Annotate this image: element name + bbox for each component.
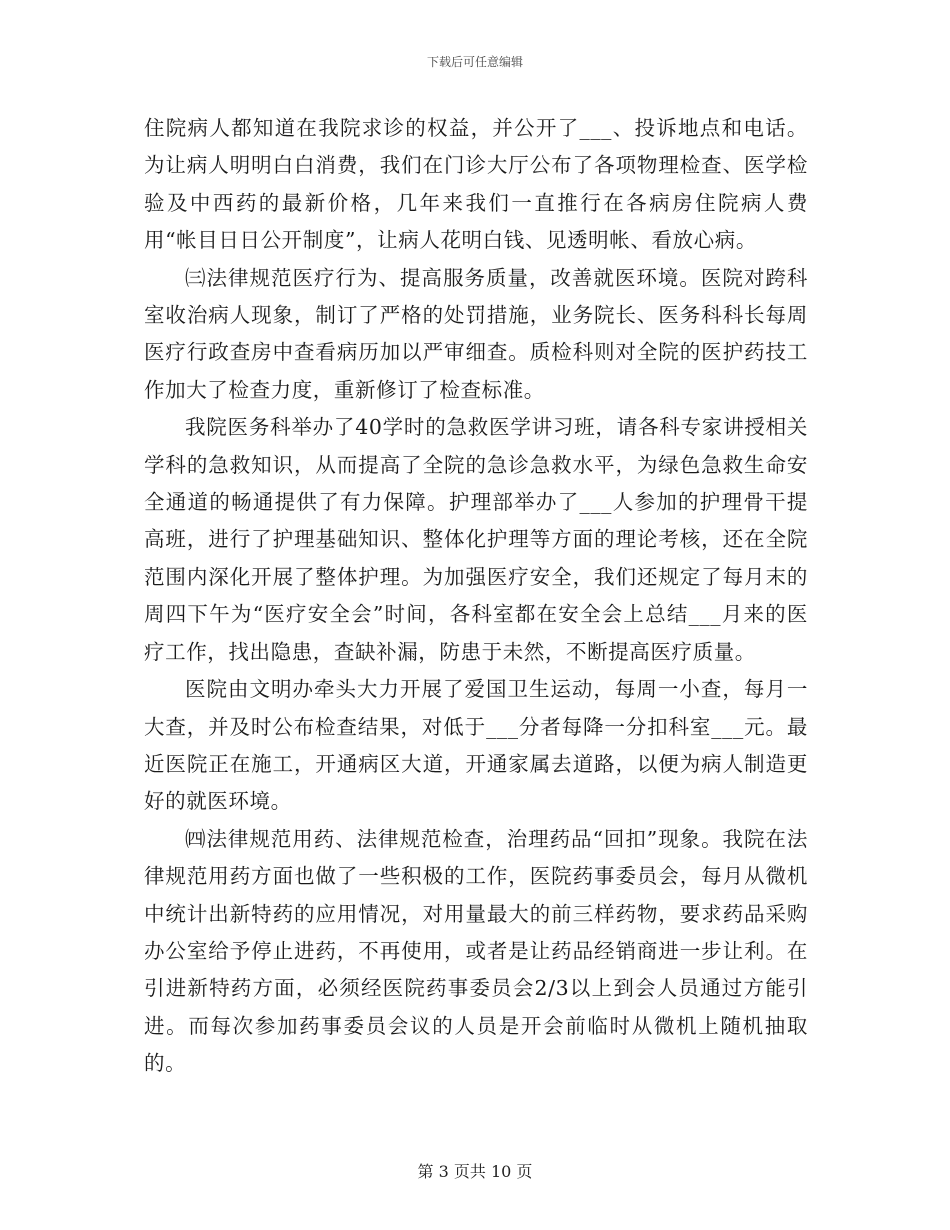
page-number: 第 3 页共 10 页 [417,1162,533,1181]
paragraph-2: ㈢法律规范医疗行为、提高服务质量，改善就医环境。医院对跨科室收治病人现象，制订了严格的处罚措施，业务院长、医务科科长每周医疗行政查房中查看病历加以严审细查。质检科则对全院的医护药技工作加大了检查力度，重新修订了检查标准。 [144,265,808,402]
paragraph-3: 我院医务科举办了40学时的急救医学讲习班，请各科专家讲授相关学科的急救知识，从而提高了全院的急诊急救水平，为绿色急救生命安全通道的畅通提供了有力保障。护理部举办了___人参加的护理骨干提高班，进行了护理基础知识、整体化护理等方面的理论考核，还在全院范围内深化开展了整体护理。为加强医疗安全，我们还规定了每月末的周四下午为“医疗安全会”时间，各科室都在安全会上总结___月来的医疗工作，找出隐患，查缺补漏，防患于未然，不断提高医疗质量。 [144,415,808,664]
paragraph-5: ㈣法律规范用药、法律规范检查，治理药品“回扣”现象。我院在法律规范用药方面也做了一些积极的工作，医院药事委员会，每月从微机中统计出新特药的应用情况，对用量最大的前三样药物，要求药品采购办公室给予停止进药，不再使用，或者是让药品经销商进一步让利。在引进新特药方面，必须经医院药事委员会2/3以上到会人员通过方能引进。而每次参加药事委员会议的人员是开会前临时从微机上随机抽取的。 [144,826,808,1076]
paragraph-4: 医院由文明办牵头大力开展了爱国卫生运动，每周一小查，每月一大查，并及时公布检查结果，对低于___分者每降一分扣科室___元。最近医院正在施工，开通病区大道，开通家属去道路，以便为病人制造更好的就医环境。 [144,677,808,814]
paragraph-1: 住院病人都知道在我院求诊的权益，并公开了___、投诉地点和电话。为让病人明明白白消费，我们在门诊大厅公布了各项物理检查、医学检验及中西药的最新价格，几年来我们一直推行在各病房住院病人费用“帐目日日公开制度”，让病人花明白钱、见透明帐、看放心病。 [144,116,808,253]
document-body [144,110,808,1083]
page-header: 下载后可任意编辑 [426,55,523,69]
